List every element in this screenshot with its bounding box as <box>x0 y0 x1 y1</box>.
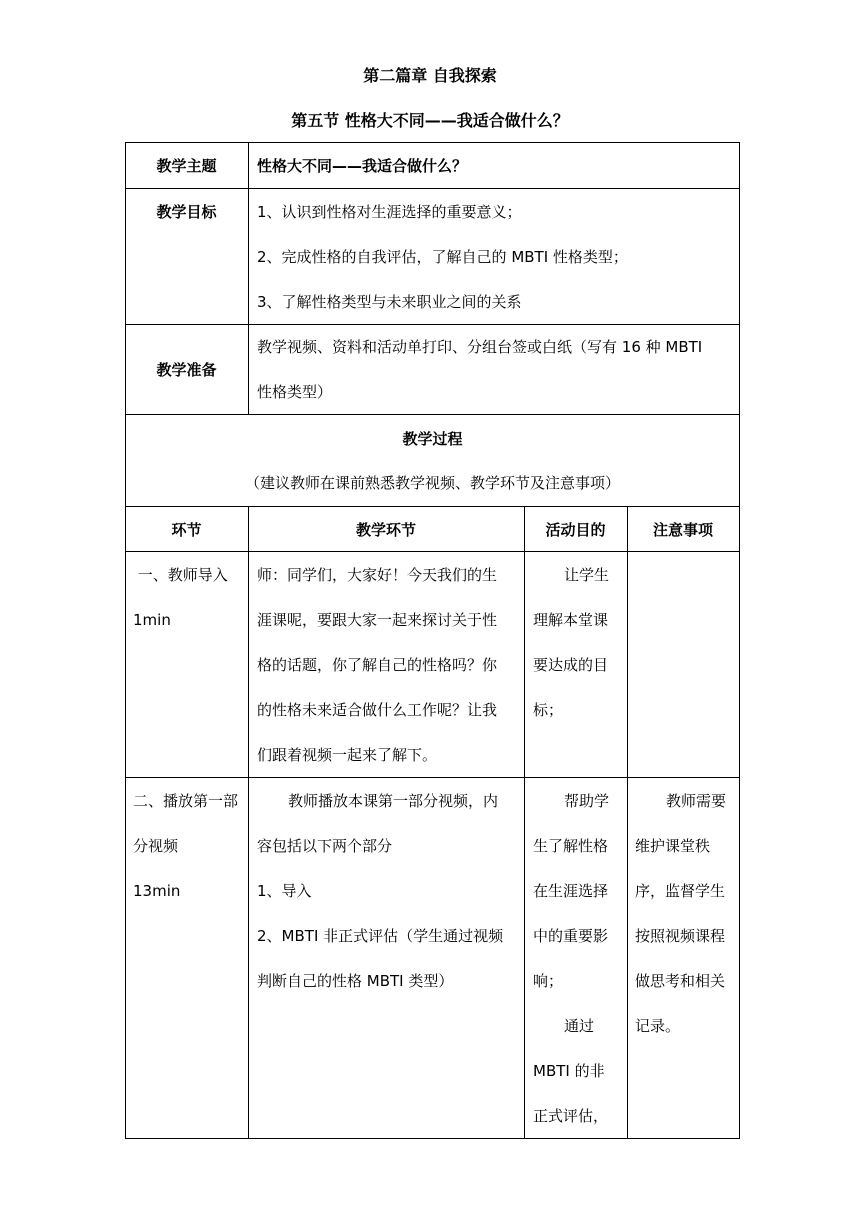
row2-purpose: MBTI 的非 <box>533 1062 605 1080</box>
row2-purpose: 正式评估， <box>533 1107 609 1125</box>
table-border <box>248 142 249 414</box>
section-title: 第五节 性格大不同——我适合做什么？ <box>291 111 569 130</box>
row1-content: 格的话题，你了解自己的性格吗？你 <box>257 656 498 674</box>
goals-label: 教学目标 <box>156 203 217 221</box>
process-note: （建议教师在课前熟悉教学视频、教学环节及注意事项） <box>244 474 620 492</box>
table-border <box>125 777 740 778</box>
topic-value: 性格大不同——我适合做什么？ <box>257 157 468 175</box>
row2-notes: 按照视频课程 <box>635 927 726 945</box>
row1-purpose: 让学生 <box>564 566 610 584</box>
table-border <box>125 551 740 552</box>
table-border <box>125 506 740 507</box>
row2-notes: 维护课堂秩 <box>635 837 711 855</box>
row2-content: 2、MBTI 非正式评估（学生通过视频 <box>257 927 504 945</box>
row2-stage: 分视频 <box>133 837 179 855</box>
table-border <box>627 506 628 1139</box>
row2-stage: 13min <box>133 882 181 900</box>
row2-purpose: 在生涯选择 <box>533 882 609 900</box>
prep-text: 教学视频、资料和活动单打印、分组台签或白纸（写有 16 种 MBTI <box>257 338 703 356</box>
process-title: 教学过程 <box>402 430 463 448</box>
row1-content: 涯课呢，要跟大家一起来探讨关于性 <box>257 611 498 629</box>
column-header-purpose: 活动目的 <box>545 521 606 539</box>
row1-stage: 一、教师导入 <box>133 566 228 584</box>
column-header-content: 教学环节 <box>355 521 416 539</box>
row2-notes: 做思考和相关 <box>635 972 726 990</box>
row1-content: 师：同学们，大家好！今天我们的生 <box>257 566 498 584</box>
row2-purpose: 中的重要影 <box>533 927 609 945</box>
row2-purpose: 帮助学 <box>564 792 610 810</box>
row2-content: 教师播放本课第一部分视频，内 <box>288 792 499 810</box>
goal-item: 2、完成性格的自我评估，了解自己的 MBTI 性格类型； <box>257 248 628 266</box>
prep-label: 教学准备 <box>156 361 217 379</box>
row1-purpose: 标； <box>533 701 564 719</box>
row2-content: 判断自己的性格 MBTI 类型） <box>257 972 454 990</box>
table-border <box>125 142 740 143</box>
row2-notes: 记录。 <box>635 1017 681 1035</box>
prep-text: 性格类型） <box>257 383 333 401</box>
column-header-stage: 环节 <box>171 521 202 539</box>
row2-notes: 序，监督学生 <box>635 882 726 900</box>
row2-purpose: 响； <box>533 972 564 990</box>
goal-item: 1、认识到性格对生涯选择的重要意义； <box>257 203 522 221</box>
row2-purpose: 通过 <box>564 1017 595 1035</box>
table-border <box>125 142 126 1139</box>
column-header-notes: 注意事项 <box>652 521 713 539</box>
table-border <box>524 506 525 1139</box>
table-border <box>248 506 249 1139</box>
row1-purpose: 理解本堂课 <box>533 611 609 629</box>
row2-purpose: 生了解性格 <box>533 837 609 855</box>
table-border <box>125 1138 740 1139</box>
table-border <box>125 324 740 325</box>
row2-content: 容包括以下两个部分 <box>257 837 393 855</box>
topic-label: 教学主题 <box>156 157 217 175</box>
row1-content: 们跟着视频一起来了解下。 <box>257 746 438 764</box>
row2-stage: 二、播放第一部 <box>133 792 239 810</box>
row1-content: 的性格未来适合做什么工作呢？让我 <box>257 701 498 719</box>
goal-item: 3、了解性格类型与未来职业之间的关系 <box>257 293 522 311</box>
row2-content: 1、导入 <box>257 882 312 900</box>
row1-purpose: 要达成的目 <box>533 656 609 674</box>
table-border <box>125 188 740 189</box>
chapter-title: 第二篇章 自我探索 <box>363 66 497 85</box>
table-border <box>125 414 740 415</box>
table-border <box>739 142 740 1139</box>
row1-stage: 1min <box>133 611 171 629</box>
row2-notes: 教师需要 <box>666 792 727 810</box>
